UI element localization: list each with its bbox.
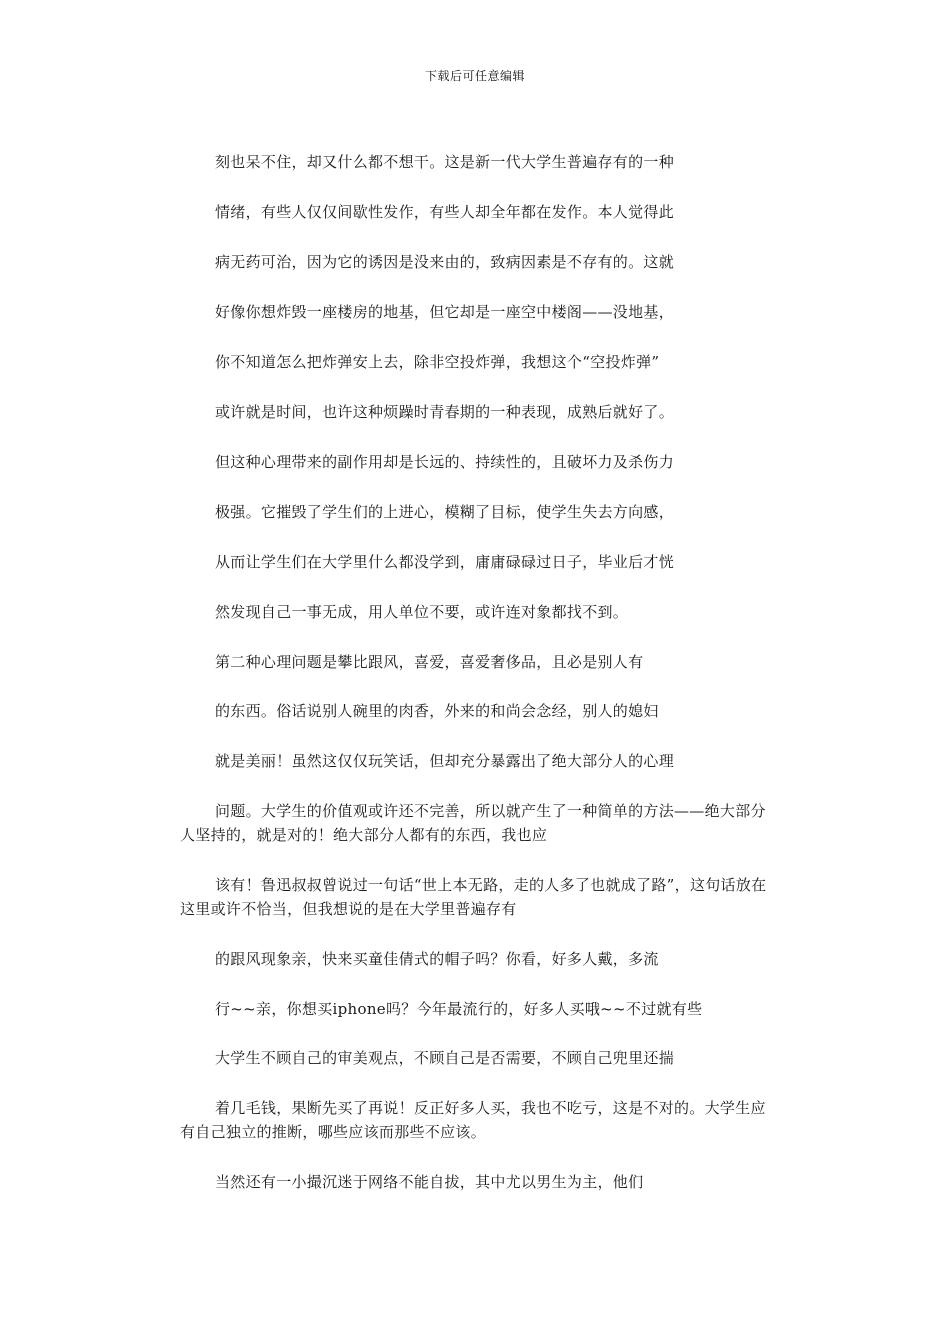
paragraph-line: 第二种心理问题是攀比跟风，喜爱，喜爱奢侈品，且必是别人有 bbox=[215, 653, 644, 671]
paragraph-line: 的东西。俗话说别人碗里的肉香，外来的和尚会念经，别人的媳妇 bbox=[215, 702, 659, 720]
paragraph-line: 就是美丽！虽然这仅仅玩笑话，但却充分暴露出了绝大部分人的心理 bbox=[215, 752, 675, 770]
page-header: 下载后可任意编辑 bbox=[424, 69, 525, 83]
paragraph-line: 但这种心理带来的副作用却是长远的、持续性的，且破坏力及杀伤力 bbox=[215, 453, 675, 471]
paragraph-line: 病无药可治，因为它的诱因是没来由的，致病因素是不存有的。这就 bbox=[215, 253, 675, 271]
paragraph-line: 然发现自己一事无成，用人单位不要，或许连对象都找不到。 bbox=[215, 603, 629, 621]
paragraph-line: 着几毛钱，果断先买了再说！反正好多人买，我也不吃亏，这是不对的。大学生应有自己独立的推断，哪些应该而那些不应该。 bbox=[180, 1099, 766, 1141]
paragraph-line: 或许就是时间，也许这种烦躁时青春期的一种表现，成熟后就好了。 bbox=[215, 403, 675, 421]
paragraph-line: 极强。它摧毁了学生们的上进心，模糊了目标，使学生失去方向感， bbox=[215, 503, 675, 521]
paragraph-line: 问题。大学生的价值观或许还不完善，所以就产生了一种简单的方法——绝大部分人坚持的，就是对的！绝大部分人都有的东西，我也应 bbox=[180, 802, 766, 844]
paragraph-line: 从而让学生们在大学里什么都没学到，庸庸碌碌过日子，毕业后才恍 bbox=[215, 553, 675, 571]
paragraph-line: 大学生不顾自己的审美观点，不顾自己是否需要，不顾自己兜里还揣 bbox=[215, 1049, 675, 1067]
paragraph-line: 你不知道怎么把炸弹安上去，除非空投炸弹，我想这个“空投炸弹” bbox=[215, 353, 660, 371]
paragraph-line: 刻也呆不住，却又什么都不想干。这是新一代大学生普遍存有的一种 bbox=[215, 153, 675, 171]
paragraph-line: 好像你想炸毁一座楼房的地基，但它却是一座空中楼阁——没地基， bbox=[215, 303, 675, 321]
paragraph-line: 行~~亲，你想买iphone吗？今年最流行的，好多人买哦~~不过就有些 bbox=[215, 1000, 703, 1018]
paragraph-line: 当然还有一小撮沉迷于网络不能自拔，其中尤以男生为主，他们 bbox=[215, 1173, 644, 1191]
paragraph-line: 情绪，有些人仅仅间歇性发作，有些人却全年都在发作。本人觉得此 bbox=[215, 203, 675, 221]
paragraph-line: 该有！鲁迅叔叔曾说过一句话“世上本无路，走的人多了也就成了路”，这句话放在这里或许不恰当，但我想说的是在大学里普遍存有 bbox=[180, 876, 767, 918]
paragraph-line: 的跟风现象亲，快来买童佳倩式的帽子吗？你看，好多人戴，多流 bbox=[215, 950, 659, 968]
